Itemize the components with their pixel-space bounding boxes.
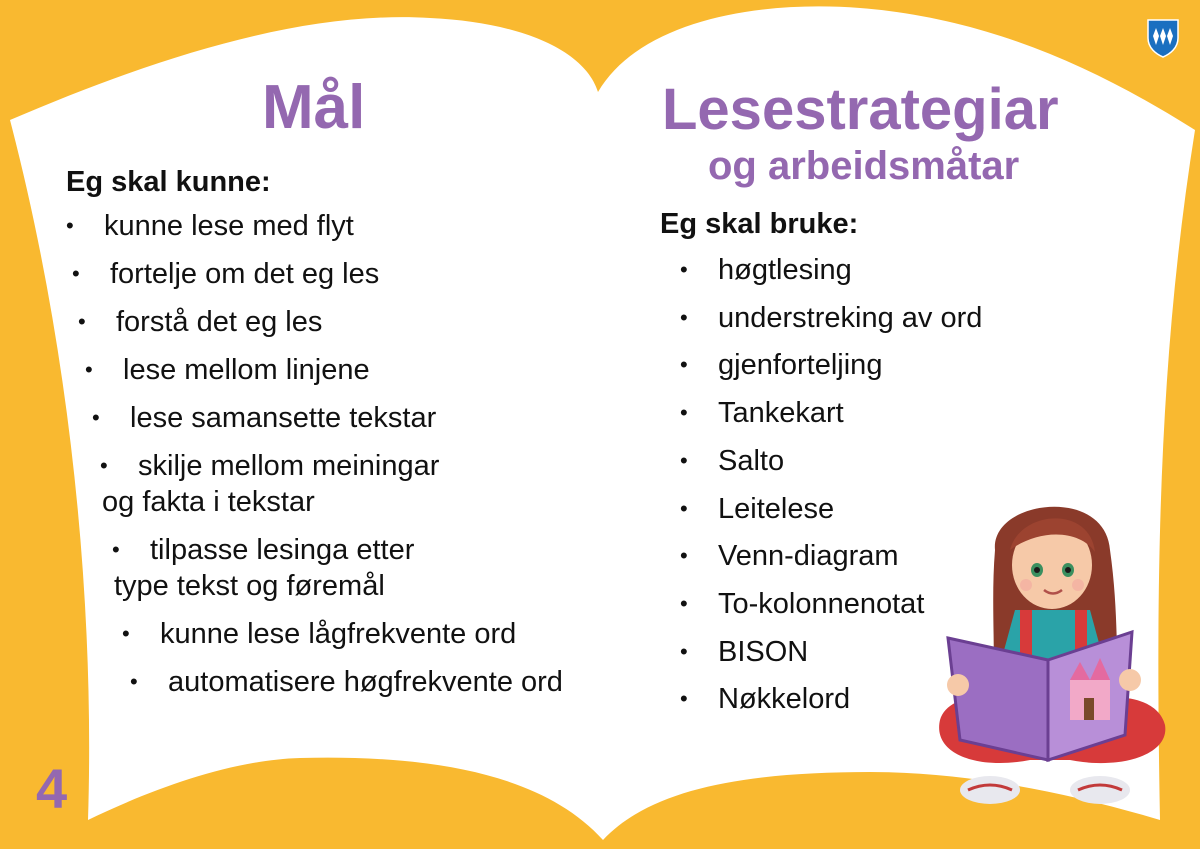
bullet-icon: •: [680, 496, 688, 521]
goal-item: [122, 616, 516, 652]
strategy-item: [680, 634, 808, 670]
strategy-item-text: To-kolonnenotat: [718, 588, 925, 620]
goal-item: [66, 208, 354, 244]
strategy-item-text: Tankekart: [718, 397, 844, 429]
goal-item-text: fortelje om det eg les: [110, 258, 380, 290]
goal-item-text: kunne lese med flyt: [104, 210, 354, 242]
bullet-icon: •: [680, 400, 688, 425]
strategy-item: [680, 300, 982, 336]
goal-item: [92, 400, 436, 436]
goal-item: [130, 664, 563, 700]
strategy-item-text: understreking av ord: [718, 302, 983, 334]
bullet-icon: •: [680, 305, 688, 330]
bullet-icon: •: [680, 543, 688, 568]
strategy-item: [680, 586, 924, 622]
strategy-item-text: gjenforteljing: [718, 349, 883, 381]
bullet-icon: •: [72, 261, 80, 286]
bullet-icon: •: [92, 405, 100, 430]
goal-item-text-continued: og fakta i tekstar: [102, 486, 315, 518]
right-page-heading: Eg skal bruke:: [660, 208, 859, 240]
bullet-icon: •: [130, 669, 138, 694]
goal-item-text: lese samansette tekstar: [130, 402, 437, 434]
right-page-subtitle: og arbeidsmåtar: [708, 144, 1020, 188]
strategy-item-text: høgtlesing: [718, 254, 852, 286]
bullet-icon: •: [78, 309, 86, 334]
strategy-item: [680, 252, 852, 288]
strategy-item: [680, 681, 850, 717]
goal-item-text: lese mellom linjene: [123, 354, 370, 386]
goal-item-text: tilpasse lesinga etter: [150, 534, 415, 566]
bullet-icon: •: [122, 621, 130, 646]
strategy-item-text: Venn-diagram: [718, 540, 899, 572]
page-number: 4: [36, 757, 68, 820]
strategy-item: [680, 538, 899, 574]
goal-item: [112, 532, 414, 604]
bullet-icon: •: [680, 257, 688, 282]
left-page-heading: Eg skal kunne:: [66, 166, 271, 198]
goal-item-text-continued: type tekst og føremål: [114, 570, 385, 602]
goal-item: [85, 352, 370, 388]
bullet-icon: •: [680, 352, 688, 377]
bullet-icon: •: [680, 686, 688, 711]
strategy-item-text: BISON: [718, 636, 809, 668]
strategy-item: [680, 491, 834, 527]
goal-item-text: kunne lese lågfrekvente ord: [160, 618, 517, 650]
strategy-item-text: Salto: [718, 445, 785, 477]
bullet-icon: •: [100, 453, 108, 478]
strategy-item-text: Leitelese: [718, 493, 835, 525]
bullet-icon: •: [66, 213, 74, 238]
coat-of-arms-icon: [1146, 18, 1180, 58]
strategy-item: [680, 347, 882, 383]
goal-item: [72, 256, 379, 292]
goal-item: [100, 448, 439, 520]
strategy-item: [680, 443, 784, 479]
bullet-icon: •: [680, 591, 688, 616]
goal-item-text: skilje mellom meiningar: [138, 450, 440, 482]
girl-reading-book-illustration: [920, 490, 1180, 820]
bullet-icon: •: [680, 639, 688, 664]
right-page-title: Lesestrategiar: [662, 77, 1059, 142]
goal-item-text: automatisere høgfrekvente ord: [168, 666, 563, 698]
bullet-icon: •: [85, 357, 93, 382]
strategy-item: [680, 395, 844, 431]
strategy-item-text: Nøkkelord: [718, 683, 851, 715]
goal-item: [78, 304, 322, 340]
bullet-icon: •: [680, 448, 688, 473]
bullet-icon: •: [112, 537, 120, 562]
goal-item-text: forstå det eg les: [116, 306, 323, 338]
left-page-title: Mål: [262, 73, 366, 142]
